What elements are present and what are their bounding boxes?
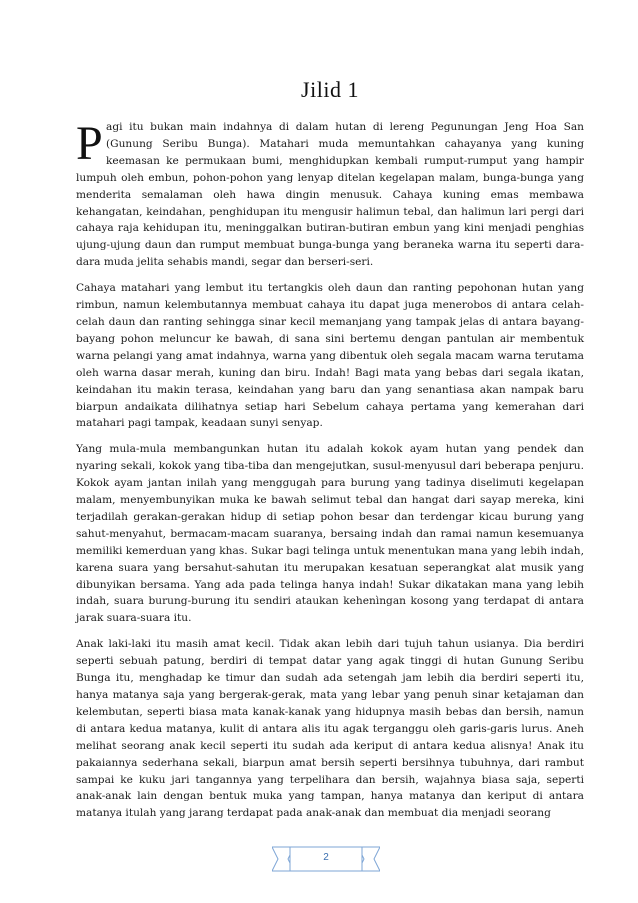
page-number: 2 bbox=[323, 852, 329, 863]
drop-cap: P bbox=[76, 117, 103, 170]
paragraph-1-text: agi itu bukan main indahnya di dalam hutan di lereng Pegunungan Jeng Hoa San (Gunung Seribu Bunga). Matahari muda memuntahkan cahayanya yang kuning keemasan ke permukaan bumi, menghidupkan kembali rumput-rumput yang hampir lumpuh oleh embun, pohon-pohon yang lenyap ditelan kegelapan malam, bunga-bunga yang menderita semalaman oleh hawa dingin menusuk. Cahaya kuning emas membawa kehangatan, keindahan, penghidupan itu mengusir halimun tebal, dan halimun lari pergi dari cahaya raja kehidupan itu, meninggalkan butiran-butiran embun yang kini menjadi penghias ujung-ujung daun dan rumput membuat bunga-bunga yang beraneka warna itu seperti dara-dara muda jelita sehabis mandi, segar dan berseri-seri. bbox=[76, 121, 584, 269]
page-footer bbox=[272, 845, 380, 873]
body-text bbox=[76, 119, 584, 831]
paragraph-2: Cahaya matahari yang lembut itu tertangkis oleh daun dan ranting pepohonan hutan yang rimbun, namun kelembutannya membuat cahaya itu dapat juga menerobos di antara celah-celah daun dan ranting sehingga sinar kecil memanjang yang tampak jelas di antara bayang-bayang pohon meluncur ke bawah, di sana sini bertemu dengan pantulan air membentuk warna pelangi yang amat indahnya, warna yang dibentuk oleh segala macam warna terutama oleh warna dasar merah, kuning dan biru. Indah! Bagi mata yang bebas dari segala ikatan, keindahan itu makin terasa, keindahan yang baru dan yang senantiasa akan nampak baru biarpun andaikata dilihatnya setiap hari Sebelum cahaya pertama yang kemerahan dari matahari pagi tampak, keadaan sunyi senyap. bbox=[76, 282, 584, 430]
paragraph-4: Anak laki-laki itu masih amat kecil. Tidak akan lebih dari tujuh tahun usianya. Dia berdiri seperti sebuah patung, berdiri di tempat datar yang agak tinggi di hutan Gunung Seribu Bunga itu, menghadap ke timur dan sudah ada setengah jam lebih dia berdiri seperti itu, hanya matanya saja yang bergerak-gerak, mata yang lebar yang penuh sinar ketajaman dan kelembutan, seperti biasa mata kanak-kanak yang hidupnya masih bebas dan bersih, namun di antara kedua matanya, kulit di antara alis itu agak terganggu oleh garis-garis lurus. Aneh melihat seorang anak kecil seperti itu sudah ada keriput di antara kedua alisnya! Anak itu pakaiannya sederhana sekali, biarpun amat bersih seperti bersihnya tubuhnya, dari rambut sampai ke kuku jari tangannya yang terpelihara dan bersih, wajahnya biasa saja, seperti anak-anak lain dengan bentuk muka yang tampan, hanya matanya dan keriput di antara matanya itulah yang jarang terdapat pada anak-anak dan membuat dia menjadi seorang bbox=[76, 638, 584, 820]
paragraph-1 bbox=[76, 119, 584, 271]
paragraph-3: Yang mula-mula membangunkan hutan itu adalah kokok ayam hutan yang pendek dan nyaring sekali, kokok yang tiba-tiba dan mengejutkan, susul-menyusul dari beberapa penjuru. Kokok ayam jantan inilah yang menggugah para burung yang tadinya diselimuti kegelapan malam, menyembunyikan muka ke bawah selimut tebal dan hangat dari sayap mereka, kini terjadilah gerakan-gerakan hidup di setiap pohon besar dan terdengar kicau burung yang sahut-menyahut, bermacam-macam suaranya, bersaing indah dan ramai namun kesemuanya memiliki kemerduan yang khas. Sukar bagi telinga untuk menentukan mana yang lebih indah, karena suara yang bersahut-sahutan itu merupakan kesatuan seperangkat alat musik yang dibunyikan bersama. Yang ada pada telinga hanya indah! Sukar dikatakan mana yang lebih indah, suara burung-burung itu sendiri ataukan kehenìngan kosong yang terdapat di antara jarak suara-suara itu. bbox=[76, 443, 584, 625]
chapter-title: Jilid 1 bbox=[301, 77, 359, 102]
